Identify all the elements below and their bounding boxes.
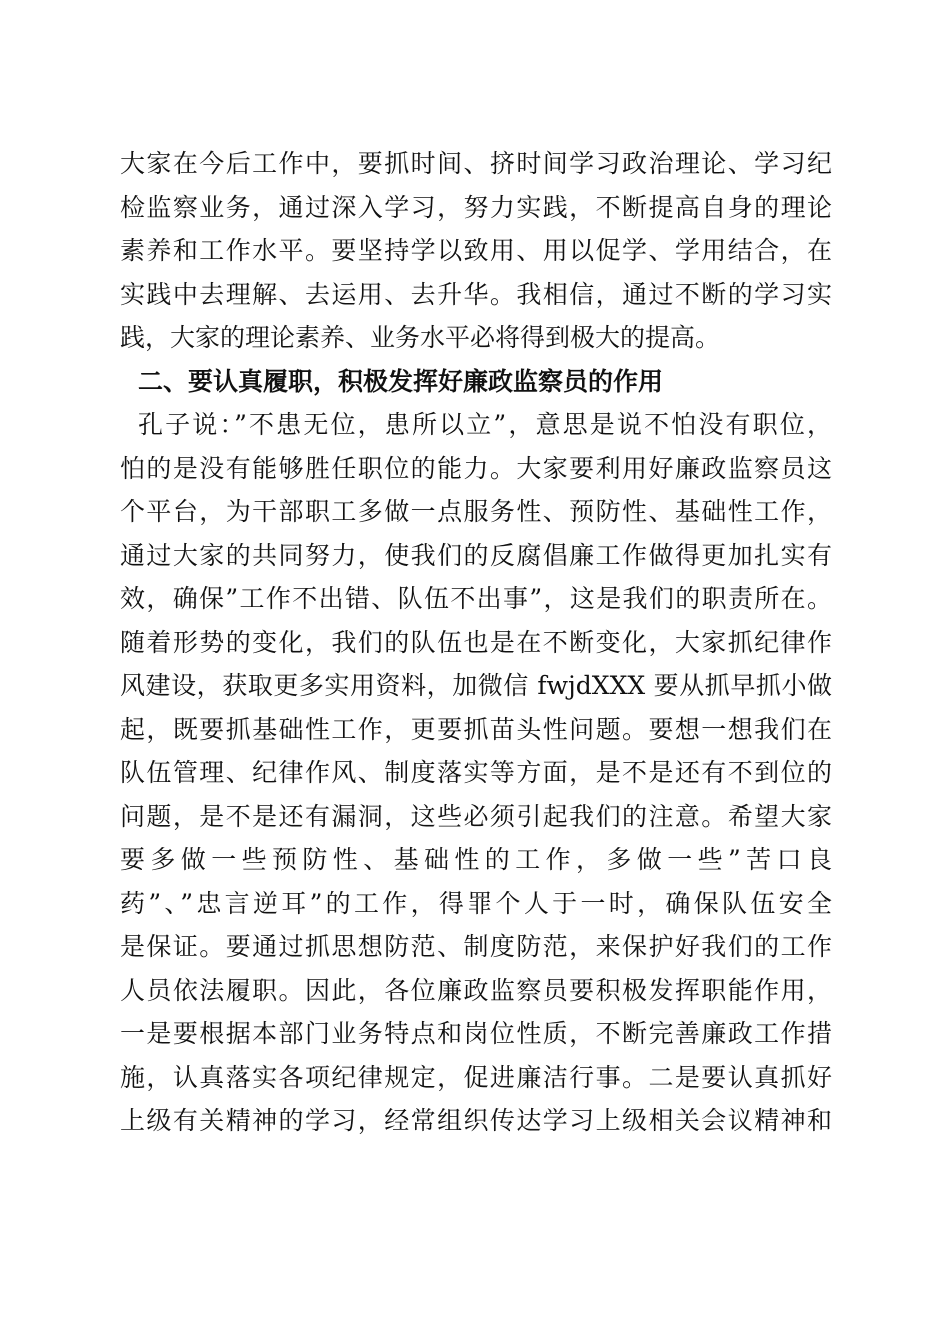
paragraph-line: 素养和工作水平。要坚持学以致用、用以促学、学用结合，在 [120,236,832,265]
paragraph-line: 个平台，为干部职工多做一点服务性、预防性、基础性工作， [120,497,832,526]
document-body [120,142,832,1143]
paragraph-line: 通过大家的共同努力，使我们的反腐倡廉工作做得更加扎实有 [120,540,832,570]
paragraph-line: 随着形势的变化，我们的队伍也是在不断变化，大家抓纪律作 [120,627,832,657]
paragraph-line: 怕的是没有能够胜任职位的能力。大家要利用好廉政监察员这 [120,453,832,483]
paragraph-line: 一是要根据本部门业务特点和岗位性质，不断完善廉政工作措 [120,1019,832,1048]
paragraph-line: 检监察业务，通过深入学习，努力实践，不断提高自身的理论 [120,192,832,222]
paragraph-line: 要多做一些预防性、基础性的工作，多做一些”苦口良 [120,845,832,874]
paragraph-line: 实践中去理解、去运用、去升华。我相信，通过不断的学习实 [120,279,832,309]
paragraph-line: 风建设，获取更多实用资料，加微信 fwjdXXX 要从抓早抓小做 [120,671,832,700]
paragraph-line: 孔子说：”不患无位，患所以立”，意思是说不怕没有职位， [138,410,832,439]
paragraph-line: 效，确保”工作不出错、队伍不出事”，这是我们的职责所在。 [120,584,832,613]
paragraph-line: 起，既要抓基础性工作，更要抓苗头性问题。要想一想我们在 [120,714,832,744]
section-heading: 二、要认真履职，积极发挥好廉政监察员的作用 [138,366,664,396]
paragraph-line: 施，认真落实各项纪律规定，促进廉洁行事。二是要认真抓好 [120,1062,832,1092]
paragraph-line: 是保证。要通过抓思想防范、制度防范，来保护好我们的工作 [120,932,832,961]
paragraph-line: 践，大家的理论素养、业务水平必将得到极大的提高。 [120,323,721,352]
paragraph-line: 上级有关精神的学习，经常组织传达学习上级相关会议精神和 [120,1106,832,1135]
paragraph-line: 问题，是不是还有漏洞，这些必须引起我们的注意。希望大家 [120,801,832,831]
paragraph-line: 药”、”忠言逆耳”的工作，得罪个人于一时，确保队伍安全 [120,888,832,918]
paragraph-line: 人员依法履职。因此，各位廉政监察员要积极发挥职能作用， [120,975,832,1005]
paragraph-line: 大家在今后工作中，要抓时间、挤时间学习政治理论、学习纪 [120,149,832,178]
paragraph-line: 队伍管理、纪律作风、制度落实等方面，是不是还有不到位的 [120,758,832,787]
